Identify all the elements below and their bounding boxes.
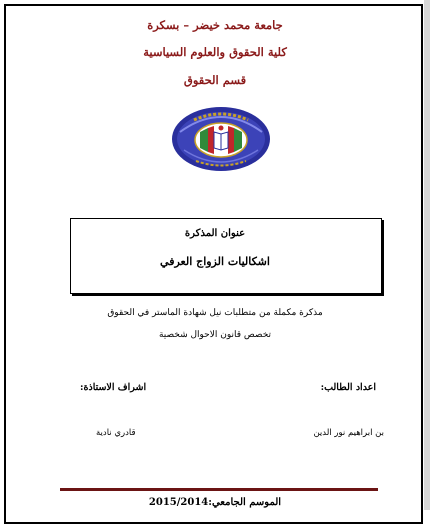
footer-divider bbox=[60, 488, 378, 491]
thesis-title: اشكاليات الزواج العرفي bbox=[160, 255, 270, 268]
supervisor-name: قادري نادية bbox=[96, 428, 136, 438]
university-name: جامعة محمد خيضر – بسكرة bbox=[147, 18, 283, 32]
thesis-description: مذكرة مكملة من متطلبات نيل شهادة الماستر في الحقوق bbox=[107, 308, 323, 318]
faculty-name: كلية الحقوق والعلوم السياسية bbox=[143, 45, 287, 59]
department-name: قسم الحقوق bbox=[183, 73, 247, 87]
student-name: بن ابراهيم نور الدين bbox=[313, 428, 384, 438]
thesis-specialization: تخصص قانون الاحوال شخصية bbox=[158, 330, 272, 340]
thesis-title-label: عنوان المذكرة bbox=[184, 228, 246, 239]
supervisor-label: اشراف الاستاذة: bbox=[80, 382, 147, 393]
academic-year: الموسم الجامعي:2015/2014 bbox=[148, 497, 282, 508]
student-label: اعداد الطالب: bbox=[320, 382, 376, 393]
university-emblem-icon bbox=[170, 104, 272, 174]
